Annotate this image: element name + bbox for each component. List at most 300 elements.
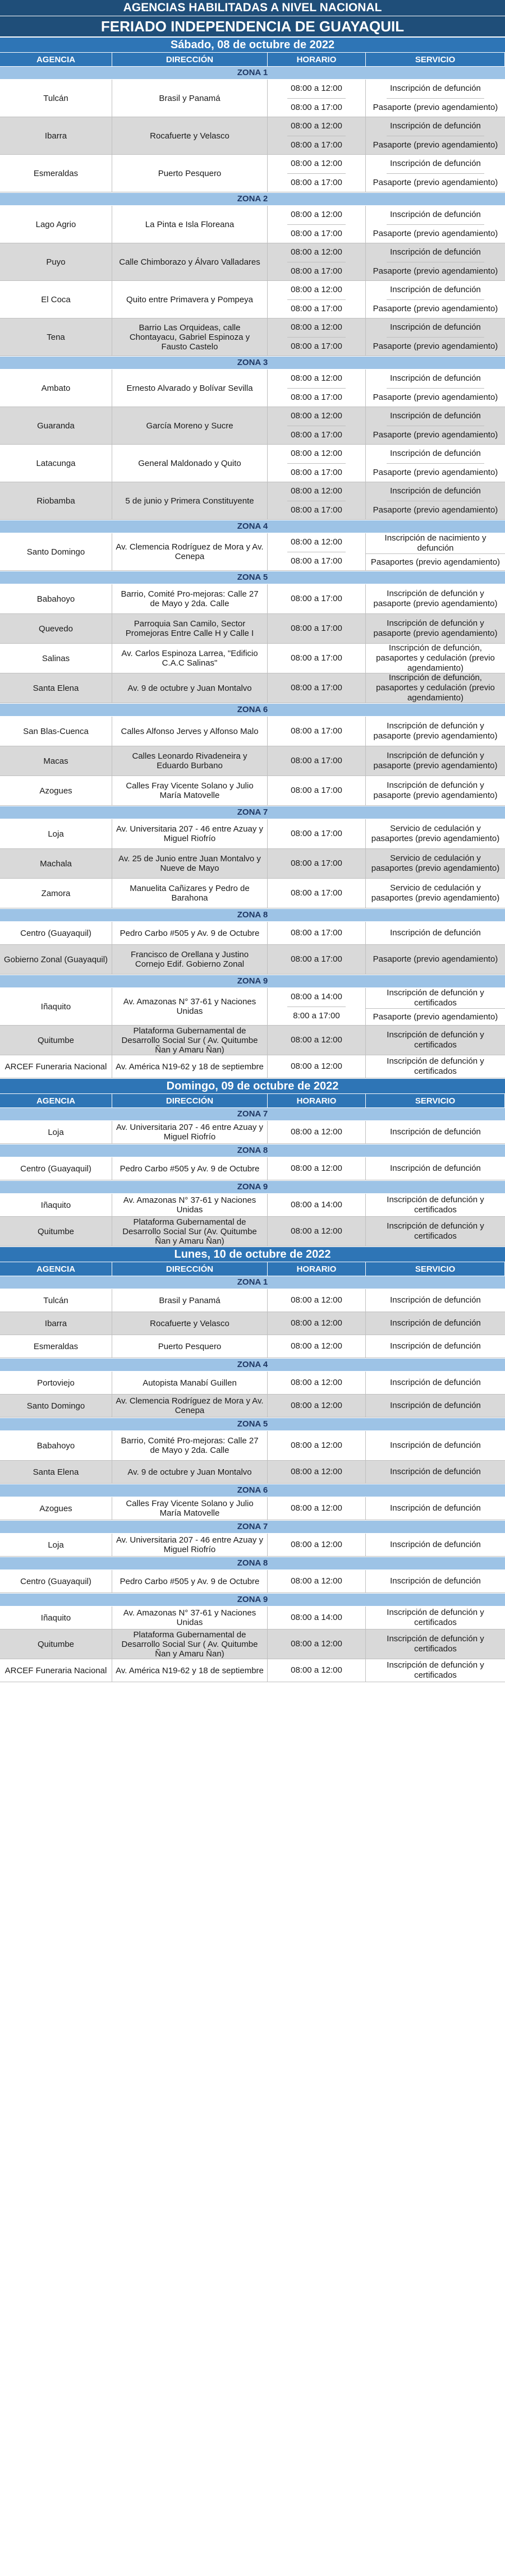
table-row: [0, 533, 505, 571]
service-description: Inscripción de defunción, pasaportes y cedulación (previo agendamiento): [376, 643, 495, 673]
zone-header: ZONA 3: [0, 356, 505, 370]
service-description: Servicio de cedulación y pasaportes (previo agendamiento): [371, 824, 500, 843]
service-cell: [366, 1629, 505, 1659]
agency-name: ARCEF Funeraria Nacional: [0, 1055, 112, 1078]
table-row: [0, 117, 505, 155]
schedule-hours: 08:00 a 17:00: [291, 928, 342, 938]
zone-header: ZONA 7: [0, 1107, 505, 1121]
table-row: [0, 482, 505, 520]
column-header: SERVICIO: [366, 53, 505, 66]
table-row: [0, 1534, 505, 1557]
service-description: Inscripción de defunción: [390, 1401, 481, 1410]
schedule-hours: 08:00 a 17:00: [291, 858, 342, 868]
column-header: SERVICIO: [366, 1262, 505, 1276]
column-header: SERVICIO: [366, 1094, 505, 1107]
zone-header: ZONA 8: [0, 908, 505, 922]
service-description: Inscripción de defunción: [390, 1441, 481, 1450]
agency-name: Loja: [0, 819, 112, 848]
service-description: Inscripción de defunción: [390, 1127, 481, 1137]
table-row: [0, 1312, 505, 1335]
agency-name: Tulcán: [0, 1289, 112, 1312]
table-row: [0, 879, 505, 908]
service-description: Servicio de cedulación y pasaportes (previo agendamiento): [371, 883, 500, 903]
schedule-hours: 08:00 a 12:00: [291, 1127, 342, 1137]
zone-header: ZONA 8: [0, 1557, 505, 1570]
agency-address: La Pinta e Isla Floreana: [112, 206, 268, 243]
schedule-hours: 08:00 a 12:00: [287, 407, 346, 426]
schedule-cell: [268, 819, 366, 848]
table-row: [0, 1659, 505, 1682]
agency-name: Tena: [0, 318, 112, 356]
agency-address: Rocafuerte y Velasco: [112, 117, 268, 154]
agency-name: Esmeraldas: [0, 1335, 112, 1358]
agency-name: Loja: [0, 1121, 112, 1143]
agency-name: Centro (Guayaquil): [0, 1157, 112, 1180]
service-description: Pasaporte (previo agendamiento): [373, 341, 498, 351]
agency-name: El Coca: [0, 281, 112, 318]
service-cell: [366, 673, 505, 703]
agency-name: Babahoyo: [0, 1431, 112, 1460]
schedule-cell: [268, 482, 366, 519]
agency-name: Ibarra: [0, 117, 112, 154]
agency-address: Calles Fray Vicente Solano y Julio María Matovelle: [112, 776, 268, 805]
schedule-cell: [268, 1629, 366, 1659]
agency-address: Av. 9 de octubre y Juan Montalvo: [112, 1461, 268, 1483]
agency-address: General Maldonado y Quito: [112, 445, 268, 482]
service-description: Pasaporte (previo agendamiento): [373, 303, 498, 313]
service-cell: [366, 776, 505, 805]
schedule-cell: [268, 1055, 366, 1078]
agency-address: Av. América N19-62 y 18 de septiembre: [112, 1055, 268, 1078]
service-cell: [366, 1194, 505, 1216]
column-header: HORARIO: [268, 53, 366, 66]
service-description: Inscripción de defunción: [387, 155, 484, 174]
schedule-hours: 08:00 a 12:00: [287, 155, 346, 174]
agency-name: Santo Domingo: [0, 533, 112, 570]
schedule-hours: 08:00 a 17:00: [291, 505, 342, 515]
schedule-hours: 08:00 a 14:00: [291, 1200, 342, 1209]
schedule-hours: 08:00 a 17:00: [291, 786, 342, 795]
schedule-cell: [268, 1157, 366, 1180]
zone-header: ZONA 5: [0, 571, 505, 584]
service-cell: [366, 155, 505, 192]
agency-address: Av. Amazonas N° 37-61 y Naciones Unidas: [112, 988, 268, 1025]
schedule-hours: 08:00 a 12:00: [287, 206, 346, 225]
agency-name: Tulcán: [0, 80, 112, 117]
zone-header: ZONA 9: [0, 975, 505, 988]
zone-header: ZONA 9: [0, 1593, 505, 1606]
service-description: Pasaporte (previo agendamiento): [373, 430, 498, 440]
schedule-cell: [268, 318, 366, 356]
zone-header: ZONA 4: [0, 520, 505, 533]
service-cell: [366, 1157, 505, 1180]
column-header: AGENCIA: [0, 53, 112, 66]
service-description: Pasaporte (previo agendamiento): [373, 266, 498, 276]
schedule-hours: 08:00 a 14:00: [291, 1613, 342, 1622]
service-cell: [366, 1335, 505, 1358]
schedule-hours: 08:00 a 17:00: [291, 756, 342, 765]
document-title: AGENCIAS HABILITADAS A NIVEL NACIONAL: [0, 0, 505, 16]
schedule-hours: 08:00 a 12:00: [287, 533, 346, 552]
service-cell: [366, 1026, 505, 1055]
service-cell: [366, 533, 505, 570]
zone-header: ZONA 6: [0, 1484, 505, 1497]
table-row: [0, 988, 505, 1026]
agency-name: Machala: [0, 849, 112, 878]
agency-address: Calle Chimborazo y Álvaro Valladares: [112, 243, 268, 280]
service-description: Inscripción de defunción: [387, 482, 484, 501]
schedule-hours: 08:00 a 17:00: [291, 228, 342, 238]
service-cell: [366, 1217, 505, 1246]
table-row: [0, 776, 505, 806]
column-header-row: [0, 1093, 505, 1107]
schedule-hours: 08:00 a 12:00: [291, 1401, 342, 1410]
table-row: [0, 644, 505, 673]
schedule-cell: [268, 370, 366, 407]
service-cell: [366, 1395, 505, 1417]
agency-name: Quitumbe: [0, 1629, 112, 1659]
service-description: Inscripción de defunción: [390, 928, 481, 938]
schedule-cell: [268, 407, 366, 444]
table-row: [0, 1194, 505, 1217]
service-cell: [366, 117, 505, 154]
service-description: Inscripción de defunción y pasaporte (previo agendamiento): [373, 781, 498, 800]
table-row: [0, 281, 505, 318]
schedule-hours: 08:00 a 12:00: [291, 1318, 342, 1328]
table-row: [0, 746, 505, 776]
agency-address: Av. Universitaria 207 - 46 entre Azuay y Miguel Riofrío: [112, 1121, 268, 1143]
schedule-hours: 08:00 a 14:00: [287, 988, 346, 1007]
schedule-cell: [268, 281, 366, 318]
day-header: Domingo, 09 de octubre de 2022: [0, 1078, 505, 1093]
table-row: [0, 1395, 505, 1418]
schedule-cell: [268, 922, 366, 944]
service-cell: [366, 318, 505, 356]
table-row: [0, 1606, 505, 1629]
table-row: [0, 445, 505, 482]
service-cell: [366, 1606, 505, 1629]
schedule-hours: 08:00 a 12:00: [287, 445, 346, 464]
schedule-cell: [268, 1289, 366, 1312]
agency-name: Loja: [0, 1534, 112, 1556]
zone-header: ZONA 7: [0, 806, 505, 819]
schedule-cell: [268, 243, 366, 280]
agency-name: Gobierno Zonal (Guayaquil): [0, 945, 112, 974]
agency-address: Pedro Carbo #505 y Av. 9 de Octubre: [112, 1570, 268, 1592]
schedule-hours: 08:00 a 17:00: [291, 430, 342, 440]
table-row: [0, 1026, 505, 1055]
schedule-hours: 08:00 a 17:00: [291, 829, 342, 838]
agency-address: Parroquia San Camilo, Sector Promejoras Entre Calle H y Calle I: [112, 614, 268, 643]
service-description: Pasaporte (previo agendamiento): [373, 954, 498, 964]
agency-name: Centro (Guayaquil): [0, 922, 112, 944]
table-row: [0, 945, 505, 975]
schedule-hours: 08:00 a 12:00: [287, 117, 346, 136]
zone-header: ZONA 9: [0, 1180, 505, 1194]
schedule-hours: 08:00 a 17:00: [291, 266, 342, 276]
service-cell: [366, 1055, 505, 1078]
table-row: [0, 584, 505, 614]
table-row: [0, 1570, 505, 1593]
schedule-cell: [268, 879, 366, 908]
schedule-hours: 08:00 a 12:00: [287, 243, 346, 262]
column-header: DIRECCIÓN: [112, 1094, 268, 1107]
schedule-cell: [268, 155, 366, 192]
schedule-cell: [268, 1312, 366, 1335]
service-description: Inscripción de defunción y pasaporte (previo agendamiento): [373, 721, 498, 741]
service-description: Pasaporte (previo agendamiento): [373, 1012, 498, 1022]
service-cell: [366, 80, 505, 117]
table-row: [0, 1121, 505, 1144]
schedule-hours: 08:00 a 12:00: [291, 1540, 342, 1549]
service-description: Inscripción de defunción: [390, 1378, 481, 1387]
agency-name: ARCEF Funeraria Nacional: [0, 1659, 112, 1682]
schedule-cell: [268, 1497, 366, 1520]
service-cell: [366, 849, 505, 878]
agency-address: Pedro Carbo #505 y Av. 9 de Octubre: [112, 1157, 268, 1180]
service-cell: [366, 614, 505, 643]
service-cell: [366, 482, 505, 519]
schedule-hours: 08:00 a 17:00: [291, 102, 342, 112]
agency-address: Calles Alfonso Jerves y Alfonso Malo: [112, 717, 268, 746]
schedule-cell: [268, 1121, 366, 1143]
service-description: Inscripción de defunción: [387, 318, 484, 338]
service-description: Inscripción de defunción: [390, 1295, 481, 1305]
service-description: Inscripción de defunción: [387, 445, 484, 464]
schedule-cell: [268, 988, 366, 1025]
service-cell: [366, 281, 505, 318]
table-row: [0, 318, 505, 356]
agency-address: Brasil y Panamá: [112, 80, 268, 117]
agency-name: Santa Elena: [0, 1461, 112, 1483]
service-cell: [366, 1121, 505, 1143]
schedule-hours: 08:00 a 12:00: [287, 482, 346, 501]
service-description: Inscripción de defunción: [390, 1503, 481, 1513]
service-description: Inscripción de defunción: [390, 1467, 481, 1476]
schedule-hours: 08:00 a 12:00: [291, 1441, 342, 1450]
column-header: AGENCIA: [0, 1262, 112, 1276]
schedule-hours: 08:00 a 12:00: [287, 80, 346, 99]
schedule-cell: [268, 445, 366, 482]
agency-name: Centro (Guayaquil): [0, 1570, 112, 1592]
schedule-cell: [268, 206, 366, 243]
service-description: Inscripción de defunción, pasaportes y cedulación (previo agendamiento): [376, 673, 495, 703]
schedule-hours: 08:00 a 17:00: [291, 467, 342, 477]
agency-address: Av. Carlos Espinoza Larrea, "Edificio C.A.C Salinas": [112, 644, 268, 673]
table-row: [0, 407, 505, 445]
table-row: [0, 1335, 505, 1358]
agency-address: Autopista Manabí Guillen: [112, 1372, 268, 1394]
table-row: [0, 819, 505, 849]
table-row: [0, 155, 505, 192]
agency-address: García Moreno y Sucre: [112, 407, 268, 444]
schedule-cell: [268, 1534, 366, 1556]
service-cell: [366, 243, 505, 280]
schedule-hours: 8:00 a 17:00: [293, 1010, 340, 1021]
table-row: [0, 1157, 505, 1180]
service-description: Pasaporte (previo agendamiento): [373, 140, 498, 150]
service-description: Pasaporte (previo agendamiento): [373, 392, 498, 402]
schedule-cell: [268, 117, 366, 154]
zone-header: ZONA 8: [0, 1144, 505, 1157]
schedule-hours: 08:00 a 17:00: [291, 624, 342, 633]
table-row: [0, 673, 505, 703]
service-description: Servicio de cedulación y pasaportes (previo agendamiento): [371, 853, 500, 873]
service-description: Pasaporte (previo agendamiento): [373, 467, 498, 477]
agency-address: Av. Clemencia Rodríguez de Mora y Av. Cenepa: [112, 533, 268, 570]
service-cell: [366, 206, 505, 243]
service-description: Inscripción de defunción y certificados: [387, 1195, 484, 1215]
service-description: Pasaporte (previo agendamiento): [373, 177, 498, 187]
service-description: Inscripción de defunción: [387, 206, 484, 225]
service-description: Pasaporte (previo agendamiento): [373, 505, 498, 515]
agency-name: Salinas: [0, 644, 112, 673]
agency-address: Ernesto Alvarado y Bolívar Sevilla: [112, 370, 268, 407]
agency-address: Manuelita Cañizares y Pedro de Barahona: [112, 879, 268, 908]
schedule-cell: [268, 614, 366, 643]
table-row: [0, 1055, 505, 1078]
service-description: Inscripción de defunción y pasaporte (previo agendamiento): [373, 618, 498, 638]
table-row: [0, 1461, 505, 1484]
zone-header: ZONA 5: [0, 1418, 505, 1431]
zone-header: ZONA 1: [0, 1276, 505, 1289]
service-cell: [366, 1534, 505, 1556]
service-description: Inscripción de defunción: [387, 370, 484, 389]
schedule-cell: [268, 1431, 366, 1460]
schedule-cell: [268, 746, 366, 775]
schedule-cell: [268, 673, 366, 703]
zone-header: ZONA 6: [0, 703, 505, 717]
schedule-cell: [268, 945, 366, 974]
service-description: Inscripción de defunción y certificados: [387, 1660, 484, 1680]
schedule-hours: 08:00 a 12:00: [291, 1665, 342, 1675]
agency-address: Rocafuerte y Velasco: [112, 1312, 268, 1335]
schedule-cell: [268, 1395, 366, 1417]
schedule-hours: 08:00 a 17:00: [291, 683, 342, 693]
service-cell: [366, 370, 505, 407]
service-cell: [366, 1312, 505, 1335]
schedule-cell: [268, 849, 366, 878]
table-row: [0, 717, 505, 746]
schedule-hours: 08:00 a 12:00: [291, 1164, 342, 1173]
service-description: Inscripción de defunción y certificados: [387, 1056, 484, 1076]
schedule-hours: 08:00 a 17:00: [291, 556, 342, 566]
service-description: Inscripción de defunción y certificados: [387, 1221, 484, 1241]
column-header: HORARIO: [268, 1094, 366, 1107]
service-cell: [366, 945, 505, 974]
agency-address: Av. América N19-62 y 18 de septiembre: [112, 1659, 268, 1682]
table-row: [0, 370, 505, 407]
schedule-hours: 08:00 a 17:00: [291, 341, 342, 351]
table-row: [0, 243, 505, 281]
column-header: HORARIO: [268, 1262, 366, 1276]
service-description: Inscripción de defunción: [390, 1318, 481, 1328]
schedule-hours: 08:00 a 12:00: [291, 1341, 342, 1351]
table-row: [0, 1431, 505, 1461]
schedule-cell: [268, 1372, 366, 1394]
agency-name: Guaranda: [0, 407, 112, 444]
service-cell: [366, 584, 505, 613]
agency-name: Quevedo: [0, 614, 112, 643]
schedule-hours: 08:00 a 12:00: [291, 1503, 342, 1513]
schedule-hours: 08:00 a 17:00: [291, 726, 342, 736]
service-description: Inscripción de defunción: [390, 1540, 481, 1549]
agency-name: Santa Elena: [0, 673, 112, 703]
schedule-hours: 08:00 a 12:00: [291, 1576, 342, 1586]
agency-name: Ibarra: [0, 1312, 112, 1335]
agency-address: Plataforma Gubernamental de Desarrollo Social Sur (Av. Quitumbe Ñan y Amaru Ñan): [112, 1217, 268, 1246]
column-header-row: [0, 1262, 505, 1276]
agency-name: Lago Agrio: [0, 206, 112, 243]
schedule-hours: 08:00 a 17:00: [291, 888, 342, 898]
agency-name: Ambato: [0, 370, 112, 407]
schedule-hours: 08:00 a 12:00: [291, 1378, 342, 1387]
column-header: AGENCIA: [0, 1094, 112, 1107]
agency-name: Azogues: [0, 776, 112, 805]
schedule-hours: 08:00 a 17:00: [291, 303, 342, 313]
agency-name: Iñaquito: [0, 988, 112, 1025]
service-cell: [366, 445, 505, 482]
agency-name: Babahoyo: [0, 584, 112, 613]
service-description: Pasaporte (previo agendamiento): [373, 102, 498, 112]
service-cell: [366, 1372, 505, 1394]
schedule-cell: [268, 776, 366, 805]
agency-address: Av. Clemencia Rodríguez de Mora y Av. Cenepa: [112, 1395, 268, 1417]
agency-name: Latacunga: [0, 445, 112, 482]
schedule-cell: [268, 1606, 366, 1629]
schedule-cell: [268, 1461, 366, 1483]
agency-name: Azogues: [0, 1497, 112, 1520]
schedule-cell: [268, 533, 366, 570]
schedule-hours: 08:00 a 12:00: [291, 1639, 342, 1649]
zone-header: ZONA 7: [0, 1520, 505, 1534]
schedule-hours: 08:00 a 17:00: [291, 653, 342, 663]
agency-address: Av. Amazonas N° 37-61 y Naciones Unidas: [112, 1194, 268, 1216]
agency-address: Barrio Las Orquideas, calle Chontayacu, Gabriel Espinoza y Fausto Castelo: [112, 318, 268, 356]
agency-address: Calles Fray Vicente Solano y Julio María Matovelle: [112, 1497, 268, 1520]
agency-name: Puyo: [0, 243, 112, 280]
service-cell: [366, 1570, 505, 1592]
schedule-hours: 08:00 a 12:00: [287, 281, 346, 300]
schedule-hours: 08:00 a 12:00: [291, 1061, 342, 1071]
service-description: Inscripción de defunción y certificados: [366, 988, 505, 1009]
agency-address: Francisco de Orellana y Justino Cornejo Edif. Gobierno Zonal: [112, 945, 268, 974]
agency-name: Portoviejo: [0, 1372, 112, 1394]
agency-address: 5 de junio y Primera Constituyente: [112, 482, 268, 519]
service-description: Inscripción de defunción: [390, 1576, 481, 1586]
schedule-hours: 08:00 a 12:00: [291, 1467, 342, 1476]
schedule-cell: [268, 1217, 366, 1246]
agency-name: Macas: [0, 746, 112, 775]
agency-address: Calles Leonardo Rivadeneira y Eduardo Burbano: [112, 746, 268, 775]
schedule-hours: 08:00 a 12:00: [291, 1035, 342, 1045]
schedule-hours: 08:00 a 17:00: [291, 140, 342, 150]
agency-address: Plataforma Gubernamental de Desarrollo Social Sur ( Av. Quitumbe Ñan y Amaru Ñan): [112, 1629, 268, 1659]
service-description: Inscripción de defunción y pasaporte (previo agendamiento): [373, 751, 498, 770]
schedule-cell: [268, 1335, 366, 1358]
agency-address: Plataforma Gubernamental de Desarrollo Social Sur ( Av. Quitumbe Ñan y Amaru Ñan): [112, 1026, 268, 1055]
column-header-row: [0, 52, 505, 66]
table-row: [0, 922, 505, 945]
service-description: Inscripción de defunción: [387, 243, 484, 262]
service-cell: [366, 1461, 505, 1483]
service-description: Inscripción de nacimiento y defunción: [366, 533, 505, 554]
column-header: DIRECCIÓN: [112, 53, 268, 66]
schedule-cell: [268, 80, 366, 117]
schedule-hours: 08:00 a 17:00: [291, 177, 342, 187]
schedule-hours: 08:00 a 17:00: [291, 954, 342, 964]
agency-address: Puerto Pesquero: [112, 155, 268, 192]
